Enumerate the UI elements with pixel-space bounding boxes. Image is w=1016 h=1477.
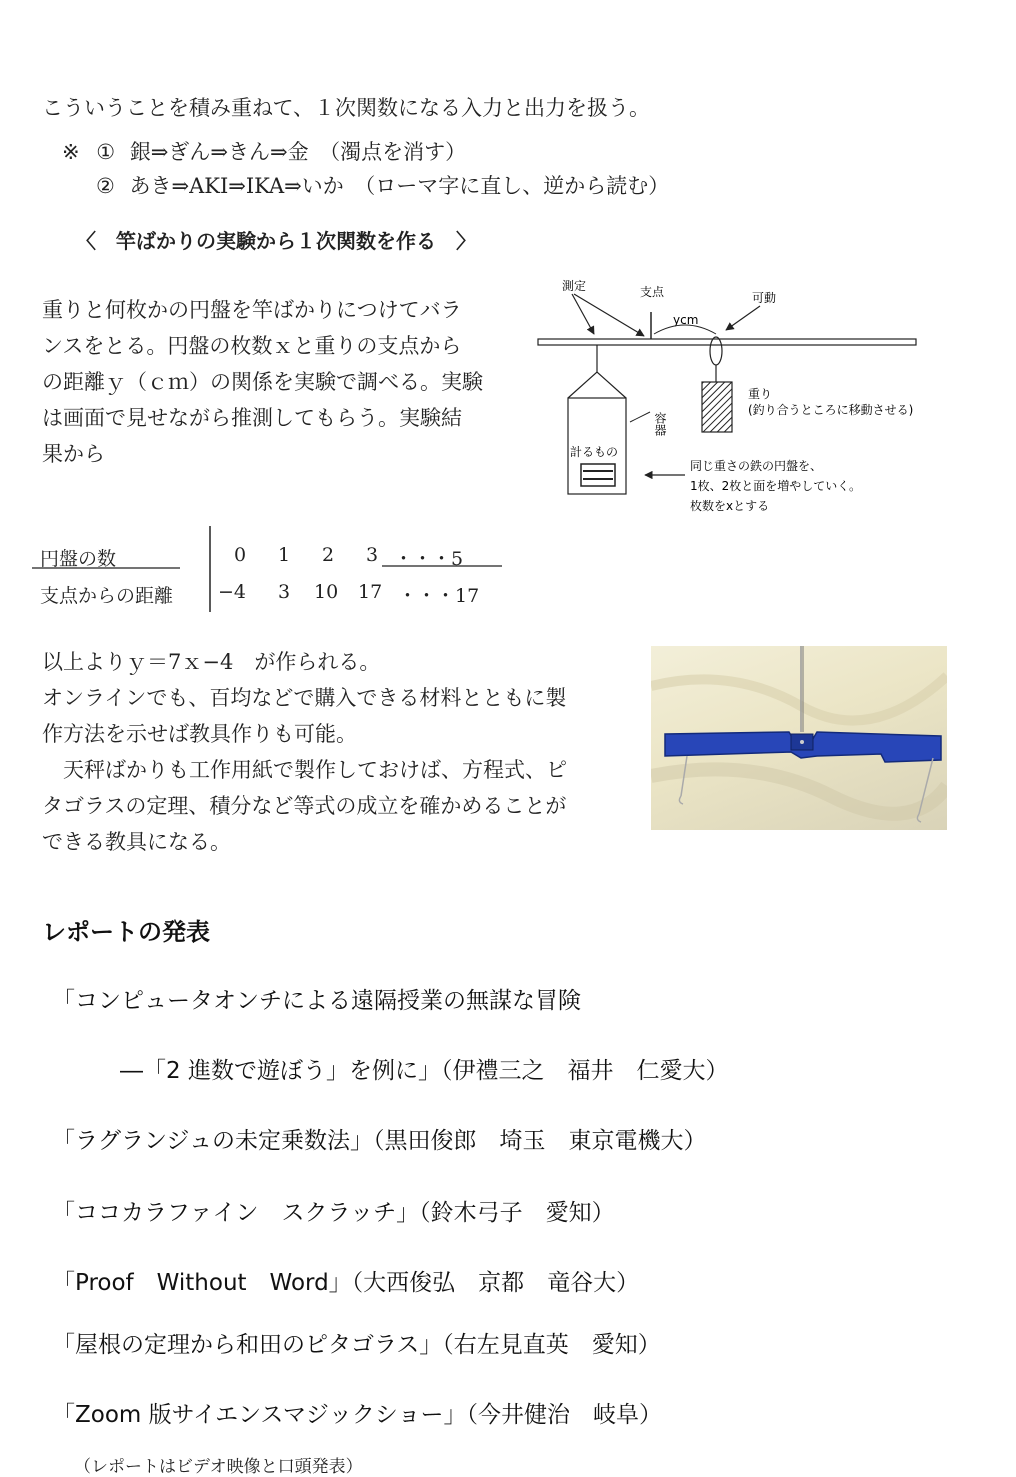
row2-value: 3 [278, 581, 291, 603]
report-item: 「屋根の定理から和田のピタゴラス」（右左見直英 愛知） [52, 1332, 661, 1358]
result-text [42, 644, 567, 860]
experiment-line: 重りと何枚かの円盤を竿ばかりにつけてバラ [42, 298, 462, 322]
label-weight-note: (釣り合うところに移動させる) [748, 403, 914, 417]
example-1-text: 銀⇒ぎん⇒きん⇒金 （濁点を消す） [129, 140, 467, 164]
note-line: 1枚、2枚と面を増やしていく。 [690, 479, 862, 493]
example-2 [96, 168, 669, 204]
intro-text: こういうことを積み重ねて、１次関数になる入力と出力を扱う。 [42, 96, 651, 120]
experiment-line: の距離ｙ（ｃｍ）の関係を実験で調べる。実験 [42, 370, 483, 394]
note-line: 枚数をxとする [690, 499, 770, 513]
label-object: 計るもの [570, 445, 619, 459]
row1-value: 2 [322, 544, 335, 566]
row2-value: −4 [218, 581, 247, 603]
experiment-line: ンスをとる。円盤の枚数ｘと重りの支点から [42, 334, 462, 358]
row2-label: 支点からの距離 [40, 585, 174, 607]
result-line: 天秤ばかりも工作用紙で製作しておけば、方程式、ピ [42, 758, 567, 782]
weight-block [702, 382, 732, 432]
section-heading: 〈 竿ばかりの実験から１次関数を作る 〉 [76, 229, 476, 253]
experiment-line: 果から [42, 442, 105, 466]
report-item: 「ココカラファイン スクラッチ」（鈴木弓子 愛知） [52, 1200, 615, 1226]
report-item: 「Proof Without Word」（大西俊弘 京都 竜谷大） [52, 1270, 640, 1296]
label-measure: 測定 [562, 279, 587, 293]
row1-value: 3 [366, 544, 379, 566]
row2-value: ・・・17 [398, 585, 480, 607]
row1-value: ・・・5 [394, 548, 464, 570]
label-ycm: ycm [673, 313, 699, 327]
report-item: 「コンピュータオンチによる遠隔授業の無謀な冒険 [52, 988, 581, 1014]
label-movable: 可動 [752, 291, 777, 305]
row2-value: 10 [314, 581, 339, 603]
report-item: 「Zoom 版サイエンスマジックショー」（今井健治 岐阜） [52, 1402, 662, 1428]
row1-value: 1 [278, 544, 291, 566]
report-heading: レポートの発表 [42, 918, 210, 946]
example-2-text: あき⇒AKI⇒IKA⇒いか （ローマ字に直し、逆から読む） [129, 174, 670, 198]
balance-diagram [530, 272, 950, 522]
experiment-text [42, 292, 483, 472]
row1-value: 0 [234, 544, 247, 566]
row1-label: 円盤の数 [40, 548, 117, 570]
label-weight: 重り [748, 387, 773, 401]
result-line: タゴラスの定理、積分など等式の成立を確かめることが [42, 794, 567, 818]
row2-value: 17 [358, 581, 383, 603]
label-fulcrum: 支点 [640, 285, 665, 299]
result-line: できる教具になる。 [42, 830, 231, 854]
label-container: 容器 [653, 412, 667, 436]
result-line: 以上よりｙ＝7ｘ−4 が作られる。 [42, 650, 381, 674]
report-item: ―「2 進数で遊ぼう」を例に」（伊禮三之 福井 仁愛大） [120, 1058, 729, 1084]
balance-photo [651, 646, 947, 830]
report-item: 「ラグランジュの未定乗数法」（黒田俊郎 埼玉 東京電機大） [52, 1128, 707, 1154]
example-1-number: ① [96, 140, 116, 164]
experiment-line: は画面で見せながら推測してもらう。実験結 [42, 406, 462, 430]
example-2-number: ② [96, 174, 115, 198]
example-1 [62, 134, 466, 170]
disc-stack [581, 464, 615, 486]
result-line: オンラインでも、百均などで購入できる材料とともに製 [42, 686, 567, 710]
note-mark: ※ [62, 140, 80, 164]
result-line: 作方法を示せば教具作りも可能。 [42, 722, 357, 746]
footnote: （レポートはビデオ映像と口頭発表） [74, 1457, 363, 1477]
note-line: 同じ重さの鉄の円盤を、 [690, 459, 823, 473]
beam [538, 339, 916, 345]
